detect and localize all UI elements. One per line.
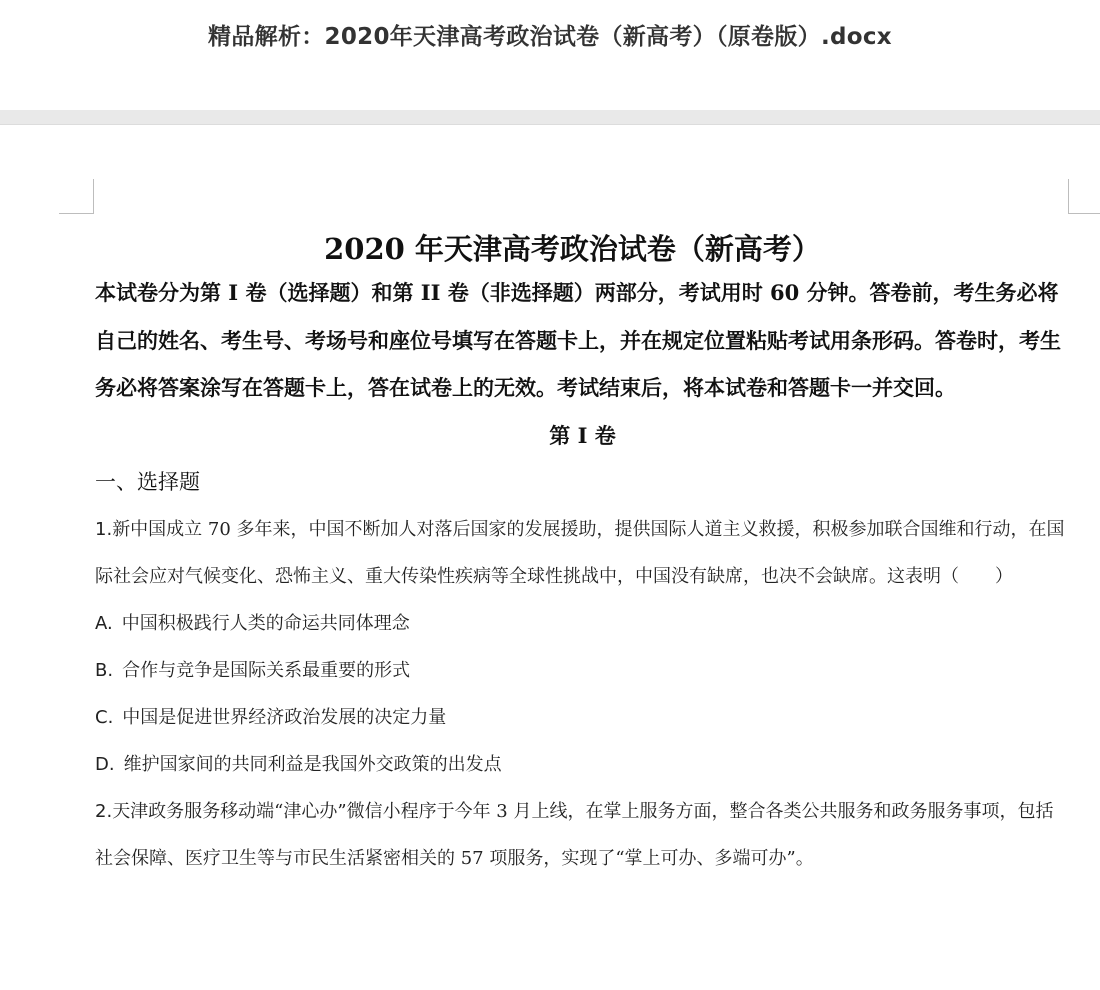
window-title: 精品解析：2020年天津高考政治试卷（新高考）（原卷版）.docx xyxy=(208,24,892,50)
option-c xyxy=(95,694,1070,741)
section-heading: 第 I 卷 xyxy=(549,422,616,448)
question-2 xyxy=(95,788,1070,882)
option-text: 中国是促进世界经济政治发展的决定力量 xyxy=(122,706,447,728)
exam-title: 2020 年天津高考政治试卷（新高考） xyxy=(324,232,821,266)
option-a xyxy=(95,600,1070,647)
document-page xyxy=(0,125,1100,990)
option-d xyxy=(95,741,1070,788)
page-separator xyxy=(0,110,1100,125)
question-number: 2. xyxy=(95,800,113,822)
document-body xyxy=(95,225,1070,882)
question-text: 天津政务服务移动端“津心办”微信小程序于今年 3 月上线，在掌上服务方面，整合各类公共服务和政务服务事项，包括社会保障、医疗卫生等与市民生活紧密相关的 57 项服务，实现了“掌上可办、多端可办”。 xyxy=(95,800,1054,869)
window-titlebar xyxy=(0,0,1100,110)
option-letter: D. xyxy=(95,753,115,775)
question-text: 新中国成立 70 多年来，中国不断加人对落后国家的发展援助，提供国际人道主义救援，积极参加联合国维和行动，在国际社会应对气候变化、恐怖主义、重大传染性疾病等全球性挑战中，中国没有缺席，也决不会缺席。这表明（ ） xyxy=(95,518,1065,587)
margin-corner-top-right xyxy=(1068,179,1100,214)
question-1 xyxy=(95,506,1070,600)
option-text: 合作与竞争是国际关系最重要的形式 xyxy=(122,659,411,681)
option-letter: B. xyxy=(95,659,114,681)
option-b xyxy=(95,647,1070,694)
part-heading: 一、选择题 xyxy=(95,469,200,494)
option-letter: C. xyxy=(95,706,114,728)
question-number: 1. xyxy=(95,518,113,540)
exam-instructions: 本试卷分为第 I 卷（选择题）和第 II 卷（非选择题）两部分，考试用时 60 分钟。答卷前，考生务必将自己的姓名、考生号、考场号和座位号填写在答题卡上，并在规定位置粘贴考试用条形码。答卷时，考生务必将答案涂写在答题卡上，答在试卷上的无效。考试结束后，将本试卷和答题卡一并交回。 xyxy=(95,280,1061,400)
option-text: 中国积极践行人类的命运共同体理念 xyxy=(121,612,410,634)
option-text: 维护国家间的共同利益是我国外交政策的出发点 xyxy=(123,753,502,775)
option-letter: A. xyxy=(95,612,113,634)
margin-corner-top-left xyxy=(59,179,94,214)
